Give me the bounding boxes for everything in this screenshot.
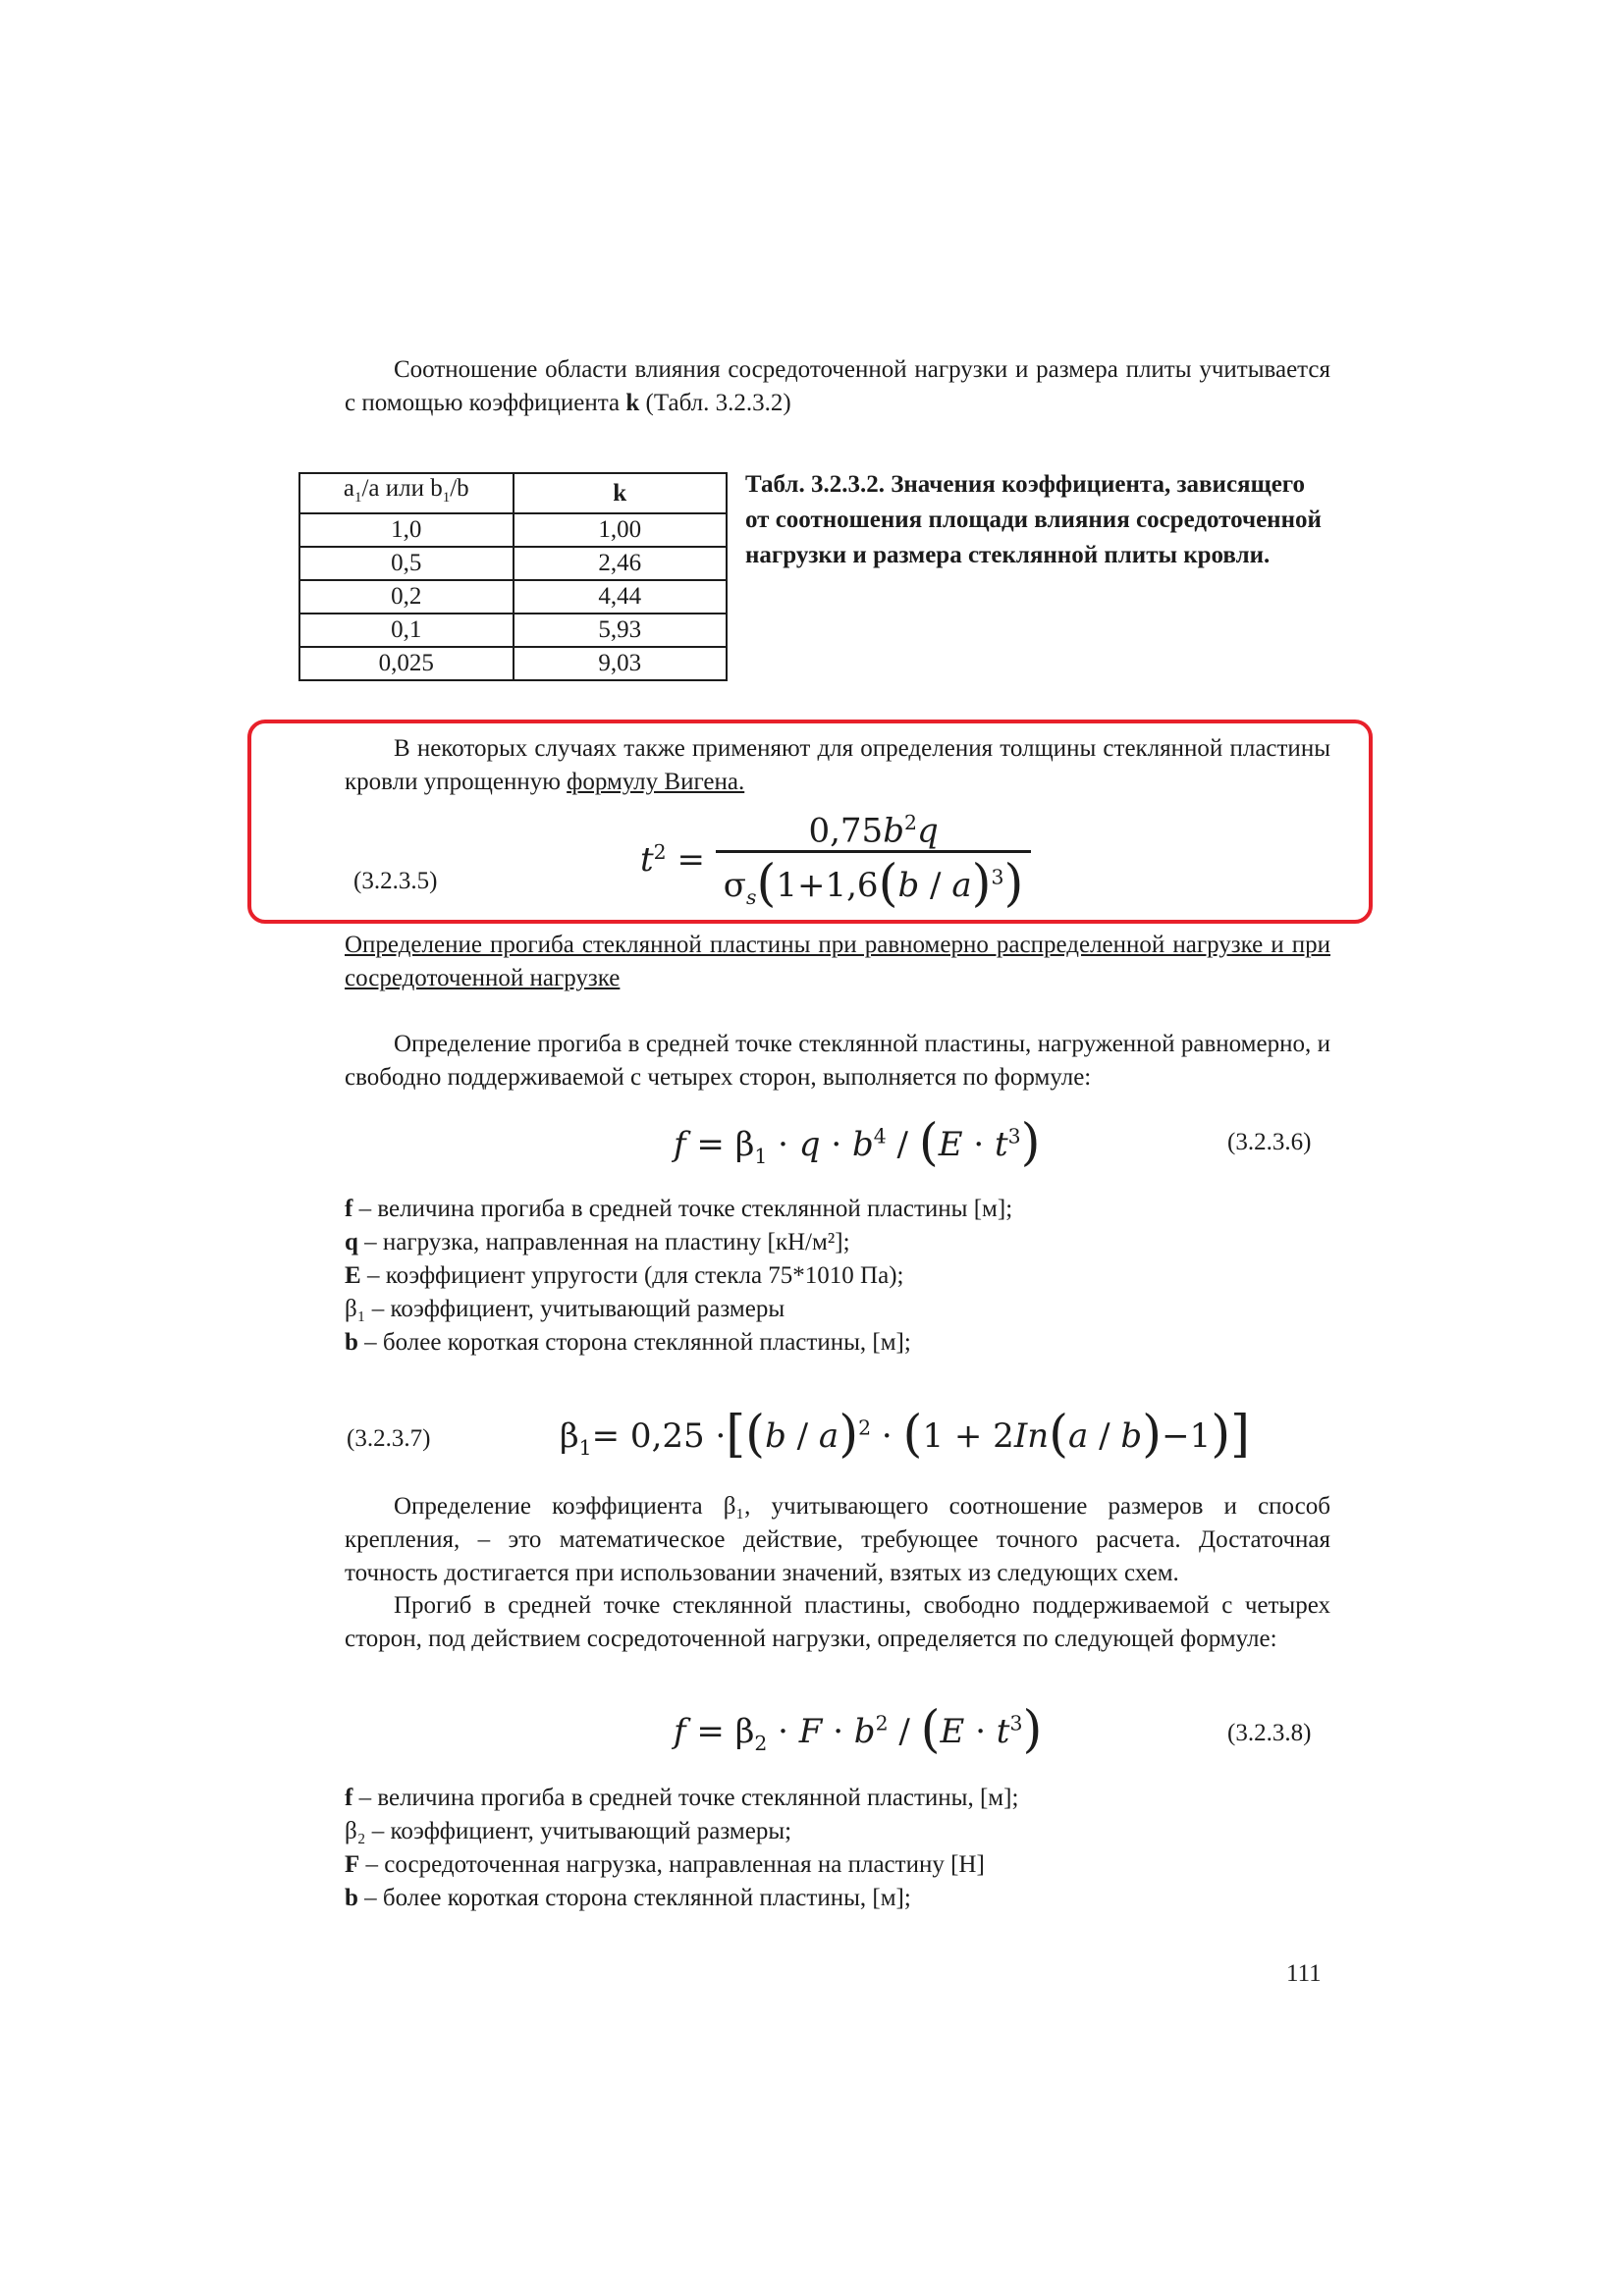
table-row — [299, 580, 727, 614]
table-cell-ratio: 0,025 — [299, 647, 514, 680]
table-cell-k: 1,00 — [514, 513, 728, 547]
table-header-row — [299, 473, 727, 513]
k-symbol: k — [625, 390, 640, 416]
page-number: 111 — [1286, 1960, 1322, 1987]
eq-number-3237: (3.2.3.7) — [347, 1425, 431, 1452]
eq-number-3238: (3.2.3.8) — [1227, 1720, 1312, 1746]
beta-paragraph: Определение коэффициента β₁, учитывающего соотношение размеров и способ крепления, – это математическое действие, требующее точного расчета. Достаточная точность достигается при использовании значений, взятых из следующих схем. — [345, 1493, 1330, 1586]
table-cell-ratio: 0,1 — [299, 614, 514, 647]
table-row — [299, 647, 727, 680]
list-item: E – коэффициент упругости (для стекла 75*1010 Па); — [345, 1262, 904, 1289]
table-cell-k: 4,44 — [514, 580, 728, 614]
definitions-list-2 — [345, 1782, 1330, 1915]
wiegen-formula-link[interactable]: формулу Вигена. — [567, 769, 745, 795]
deflection-heading: Определение прогиба стеклянной пластины при равномерно распределенной нагрузке и при сосредоточенной нагрузке — [345, 932, 1330, 991]
table-cell-k: 5,93 — [514, 614, 728, 647]
list-item: β₂ – коэффициент, учитывающий размеры; — [345, 1818, 792, 1844]
formula-3237: $\beta_1= 0,25 \cdot[(b / a)^2 \cdot (1 + 2In(a / b)-1)]$ — [560, 1406, 1251, 1464]
intro-paragraph — [345, 353, 1330, 420]
formula-3236: $f = \beta_1 \cdot q \cdot b^4 / (E \cdot t^3)$ — [674, 1114, 1041, 1172]
formula-3238: $f = \beta_2 \cdot F \cdot b^2 / (E \cdot t^3)$ — [674, 1701, 1043, 1759]
table-cell-ratio: 1,0 — [299, 513, 514, 547]
definitions-list-1 — [345, 1193, 1330, 1360]
list-item: f – величина прогиба в средней точке стеклянной пластины [м]; — [345, 1196, 1013, 1222]
intro-table-ref: (Табл. 3.2.3.2) — [639, 390, 791, 416]
table-cell-k: 2,46 — [514, 547, 728, 580]
table-cell-ratio: 0,2 — [299, 580, 514, 614]
table-row — [299, 614, 727, 647]
table-row — [299, 547, 727, 580]
wiegen-text: В некоторых случаях также применяют для определения толщины стеклянной пластины кровли упрощенную — [345, 735, 1330, 795]
list-item: f – величина прогиба в средней точке стеклянной пластины, [м]; — [345, 1785, 1019, 1811]
point-load-paragraph: Прогиб в средней точке стеклянной пластины, свободно поддерживаемой с четырех сторон, под действием сосредоточенной нагрузки, определяется по следующей формуле: — [345, 1592, 1330, 1652]
intro-text: Соотношение области влияния сосредоточенной нагрузки и размера плиты учитывается с помощью коэффициента — [345, 356, 1330, 416]
table-caption: Табл. 3.2.3.2. Значения коэффициента, зависящего от соотношения площади влияния сосредоточенной нагрузки и размера стеклянной плиты кровли. — [745, 471, 1322, 568]
table-header-k: k — [514, 473, 728, 513]
wiegen-formula: $t^2$ = $\frac{0,75b^2q}{\sigma_s(1+1,6(b / a)^3)}$ — [640, 811, 1031, 913]
table-row — [299, 513, 727, 547]
eq-number-3235: (3.2.3.5) — [353, 868, 438, 894]
table-header-ratio: $a_1/a$ или $b_1/b$ — [299, 473, 514, 513]
list-item: β₁ – коэффициент, учитывающий размеры — [345, 1296, 785, 1322]
table-cell-ratio: 0,5 — [299, 547, 514, 580]
eq-number-3236: (3.2.3.6) — [1227, 1129, 1312, 1155]
list-item: b – более короткая сторона стеклянной пластины, [м]; — [345, 1329, 911, 1356]
uniform-load-paragraph: Определение прогиба в средней точке стеклянной пластины, нагруженной равномерно, и свободно поддерживаемой с четырех сторон, выполняется по формуле: — [345, 1031, 1330, 1091]
k-coefficient-table — [298, 472, 728, 681]
list-item: b – более короткая сторона стеклянной пластины, [м]; — [345, 1885, 911, 1911]
list-item: q – нагрузка, направленная на пластину [кН/м²]; — [345, 1229, 850, 1255]
table-cell-k: 9,03 — [514, 647, 728, 680]
list-item: F – сосредоточенная нагрузка, направленная на пластину [Н] — [345, 1851, 985, 1878]
wiegen-paragraph — [345, 732, 1330, 799]
